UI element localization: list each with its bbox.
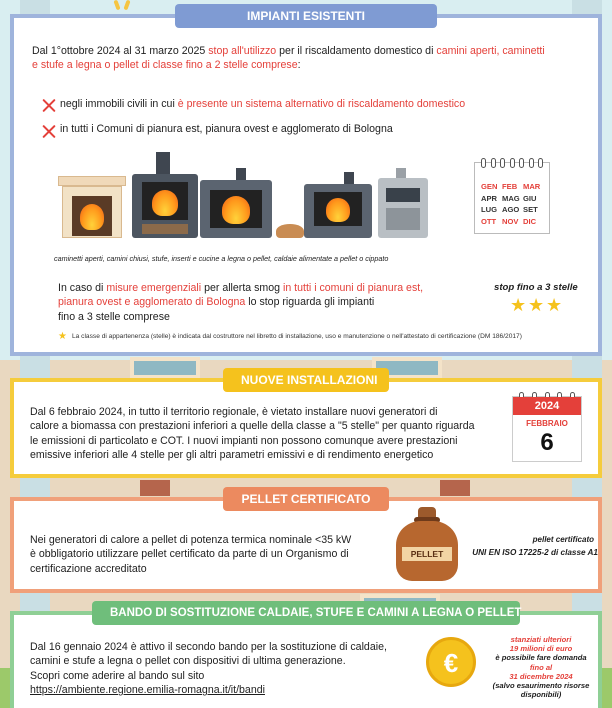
intro-class: e stufe a legna o pellet di classe fino a 2 stelle comprese — [32, 59, 298, 72]
calendar-month-dic: DIC — [523, 216, 537, 226]
bando-text: Dal 16 gennaio 2024 è attivo il secondo bando per la sostituzione di caldaie, camini e stufe a legna o pellet con dispositivi di ultima generazione. Scopri come aderire al bando sul sito https://ambiente.regione.emilia-romagna.it/it/bandi — [30, 641, 387, 697]
calendar-month-set: SET — [523, 205, 538, 214]
star-icon: ★ — [546, 295, 563, 315]
sack-label: PELLET — [402, 547, 452, 561]
cert-norm: UNI EN ISO 17225-2 di classe A1 — [472, 548, 598, 557]
euro-coin-icon: € — [426, 637, 476, 687]
star-icon: ★ — [58, 331, 67, 342]
calendar-month-mag: MAG — [502, 193, 520, 203]
insert-stove-icon — [200, 168, 272, 238]
intro-purpose: per il riscaldamento domestico di — [279, 45, 434, 57]
calendar-month-nov: NOV — [502, 216, 519, 226]
star-icon: ★ — [528, 295, 545, 315]
calendar-month-feb: FEB — [502, 182, 518, 191]
footnote: La classe di appartenenza (stelle) è indicata dal costruttore nel libretto di installazione, uso e manutenzione o nell'attestato di certificazione (DM 186/2017) — [72, 333, 522, 340]
calendar-month-gen: GEN — [481, 182, 498, 191]
calendar-month-ott: OTT — [481, 216, 497, 226]
pellet-pile-icon — [276, 216, 304, 238]
star-icon: ★ — [510, 295, 527, 315]
panel-nuove-installazioni — [10, 373, 602, 478]
pellet-boiler-icon — [378, 168, 428, 238]
cross-icon — [42, 98, 56, 112]
panel-pellet-certificato — [10, 492, 602, 593]
cross-icon — [42, 124, 56, 138]
calendar-month-giu: GIU — [523, 193, 537, 203]
calendar-icon — [512, 396, 582, 462]
funding-info: stanziati ulteriori 19 milioni di euro è possibile fare domanda fino al 31 dicembre 2024 (salvo esaurimento risorse disponibili) — [492, 635, 590, 700]
bullet-immobili: negli immobili civili in cui è presente un sistema alternativo di riscaldamento domestico — [60, 98, 466, 110]
calendar-year: 2024 — [534, 400, 560, 412]
closed-stove-icon — [132, 152, 198, 238]
calendar-day: 6 — [540, 429, 554, 456]
calendar-month-mar: MAR — [523, 182, 541, 191]
panel-title: IMPIANTI ESISTENTI — [175, 4, 437, 28]
sun-icon — [115, 0, 135, 10]
new-installations-text: Dal 6 febbraio 2024, in tutto il territorio regionale, è vietato installare nuovi generatori di calore a biomassa con prestazioni inferiori a quelle della classe a "5 stelle" per quanto riguarda le emissioni di particolato e COT. I nuovi impianti non possono comunque avere prestazioni emissive inferiori alle 4 stelle per gli altri parametri emissivi e di rendimento energetico — [30, 406, 475, 462]
kitchen-stove-icon — [304, 172, 372, 238]
calendar-icon — [474, 162, 550, 234]
bando-link[interactable]: https://ambiente.regione.emilia-romagna.it/it/bandi — [30, 684, 265, 697]
panel-title: BANDO DI SOSTITUZIONE CALDAIE, STUFE E CAMINI A LEGNA O PELLET — [92, 601, 520, 625]
fireplace-icon — [58, 176, 126, 238]
panel-impianti-esistenti — [10, 9, 602, 356]
calendar-month-ago: AGO — [502, 205, 520, 214]
calendar-months — [481, 181, 545, 227]
calendar-month: FEBBRAIO — [526, 419, 568, 428]
bullet-comuni: in tutti i Comuni di pianura est, pianura ovest e agglomerato di Bologna — [60, 123, 393, 135]
calendar-month-apr: APR — [481, 193, 498, 203]
intro-stop: stop all'utilizzo — [208, 45, 277, 57]
panel-title: PELLET CERTIFICATO — [223, 487, 389, 511]
intro-devices: camini aperti, caminetti — [436, 45, 545, 57]
intro-dates: Dal 1°ottobre 2024 al 31 marzo 2025 — [32, 45, 206, 57]
intro-text: Dal 1°ottobre 2024 al 31 marzo 2025 stop all'utilizzo per il riscaldamento domestico di camini aperti, caminetti e stufe a legna o pellet di classe fino a 2 stelle comprese: — [32, 45, 545, 72]
stop-3-stars-label: stop fino a 3 stelle — [494, 282, 578, 293]
pellet-text: Nei generatori di calore a pellet di potenza termica nominale <35 kW è obbligatorio utilizzare pellet certificato da parte di un Organismo di certificazione accreditato — [30, 534, 352, 575]
pellet-sack-icon — [394, 507, 460, 581]
panel-bando-sostituzione — [10, 607, 602, 708]
calendar-month-lug: LUG — [481, 205, 498, 214]
emergency-text: In caso di misure emergenziali per allerta smog in tutti i comuni di pianura est, pianura ovest e agglomerato di Bologna lo stop riguarda gli impianti fino a 3 stelle comprese — [58, 282, 424, 323]
cert-label: pellet certificato — [532, 535, 594, 544]
devices-caption: caminetti aperti, camini chiusi, stufe, inserti e cucine a legna o pellet, caldaie alimentate a pellet o cippato — [54, 254, 389, 263]
panel-title: NUOVE INSTALLAZIONI — [223, 368, 389, 392]
